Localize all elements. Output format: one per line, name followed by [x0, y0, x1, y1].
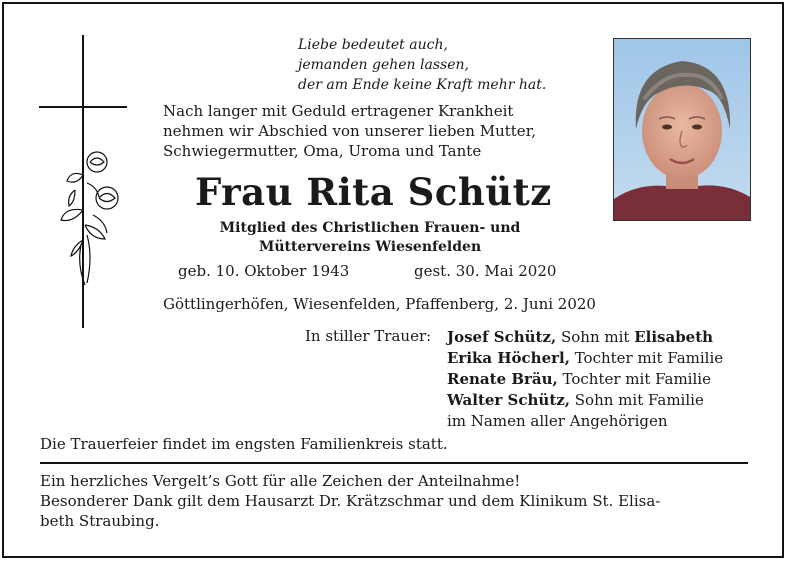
mourner-entry — [447, 348, 723, 369]
mourner-relation: Sohn mit — [556, 328, 635, 346]
mourner-name: Erika Höcherl, — [447, 349, 570, 367]
intro-line: Nach langer mit Geduld ertragener Krankheit — [163, 102, 514, 120]
mourner-name: Josef Schütz, — [447, 328, 557, 346]
mourning-label: In stiller Trauer: — [305, 327, 432, 345]
deceased-name: Frau Rita Schütz — [195, 170, 552, 214]
mourner-relation: Tochter mit Familie — [557, 370, 711, 388]
divider — [40, 462, 748, 464]
cross-with-roses-icon — [35, 35, 135, 335]
poem-line: jemanden gehen lassen, — [298, 57, 469, 73]
mourner-name: Walter Schütz, — [447, 391, 571, 409]
poem-line: der am Ende keine Kraft mehr hat. — [298, 77, 547, 93]
mourner-name: Renate Bräu, — [447, 370, 558, 388]
mourners-list — [447, 327, 723, 432]
membership-line: Mitglied des Christlichen Frauen- und — [219, 220, 521, 236]
mourner-entry — [447, 369, 723, 390]
membership-line: Müttervereins Wiesenfelden — [258, 239, 482, 255]
birth-date: geb. 10. Oktober 1943 — [178, 262, 350, 280]
mourner-entry — [447, 390, 723, 411]
mourner-entry — [447, 411, 723, 432]
mourner-relation: im Namen aller Angehörigen — [447, 412, 668, 430]
mourner-name: Elisabeth — [634, 328, 714, 346]
thanks-line: Ein herzliches Vergelt’s Gott für alle Zeichen der Anteilnahme! — [40, 472, 521, 490]
intro-line: Schwiegermutter, Oma, Uroma und Tante — [163, 142, 482, 160]
mourner-relation: Sohn mit Familie — [570, 391, 704, 409]
poem-line: Liebe bedeutet auch, — [298, 37, 448, 53]
membership — [190, 219, 550, 257]
death-date: gest. 30. Mai 2020 — [414, 262, 557, 280]
portrait-photo — [613, 38, 751, 221]
intro-line: nehmen wir Abschied von unserer lieben Mutter, — [163, 122, 536, 140]
thanks-text — [40, 471, 748, 531]
mourner-relation: Tochter mit Familie — [569, 349, 724, 367]
thanks-line: Besonderer Dank gilt dem Hausarzt Dr. Krätzschmar und dem Klinikum St. Elisa- — [40, 492, 661, 510]
place-date: Göttlingerhöfen, Wiesenfelden, Pfaffenberg, 2. Juni 2020 — [163, 295, 596, 313]
funeral-note: Die Trauerfeier findet im engsten Familienkreis statt. — [40, 435, 448, 453]
mourner-entry — [447, 327, 723, 348]
intro-text — [163, 101, 583, 161]
thanks-line: beth Straubing. — [40, 512, 160, 530]
poem — [298, 35, 546, 95]
